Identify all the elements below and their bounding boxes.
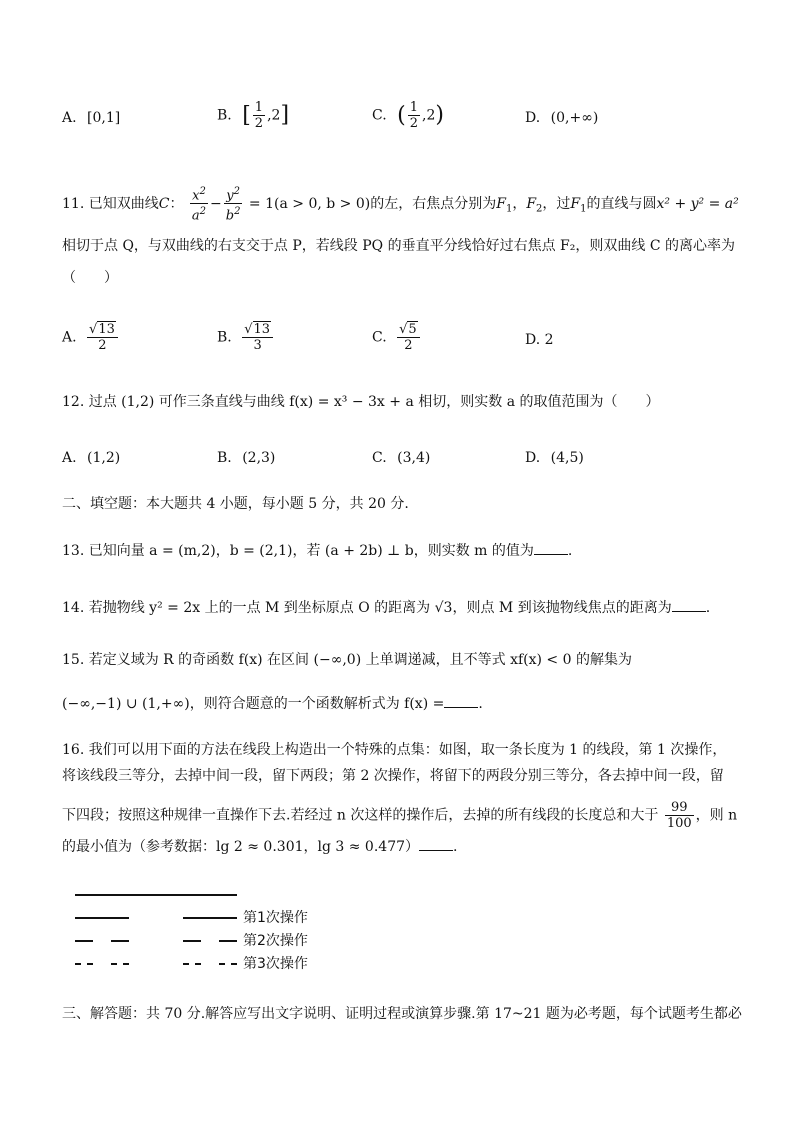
- segment-level-3: [231, 963, 237, 965]
- question-text: 的左，右焦点分别为: [370, 195, 497, 212]
- question-text: ：: [169, 195, 184, 212]
- frac-den: 100: [666, 816, 692, 831]
- fraction: $\frac{√13}{2}$: [87, 322, 118, 353]
- option-label: A.: [62, 329, 77, 346]
- q12-stem: 12. 过点 (1,2) 可作三条直线与曲线 f(x) = x³ − 3x + a 相切，则实数 a 的取值范围为（ ）: [62, 394, 660, 410]
- exponent: 2: [234, 206, 241, 218]
- option-label: A.: [62, 110, 77, 126]
- q11-line-3: （ ）: [62, 270, 118, 286]
- option-label: D.: [525, 450, 541, 466]
- subscript: 1: [505, 203, 513, 215]
- q15-line-1: 15. 若定义域为 R 的奇函数 f(x) 在区间 (−∞,0) 上单调递减，且不等式 xf(x) < 0 的解集为: [62, 652, 632, 668]
- frac-num: 1: [409, 100, 418, 115]
- frac-den: 2: [409, 116, 418, 131]
- fraction: $\frac{√13}{3}$: [242, 322, 273, 353]
- bracket-open: (: [397, 102, 406, 128]
- bracket-close: ): [435, 102, 444, 128]
- q15-line-2: [62, 693, 483, 714]
- question-text: (−∞,−1) ∪ (1,+∞)，则符合题意的一个函数解析式为 f(x) =: [62, 696, 445, 712]
- exponent: 2: [199, 206, 207, 218]
- option-label: C.: [372, 329, 387, 346]
- figure-label-step-2: 第2次操作: [243, 933, 308, 949]
- segment-level-3: [183, 963, 189, 965]
- option-label: D.: [525, 332, 541, 348]
- option-text: 2: [544, 332, 554, 348]
- fraction: [253, 100, 265, 131]
- q16-line-4: [62, 836, 457, 857]
- frac-den: 2: [404, 338, 413, 353]
- question-text: 下四段；按照这种规律一直操作下去.若经过 n 次这样的操作后，去掉的所有线段的长度总和大于: [62, 807, 659, 824]
- q12-option-a: [62, 448, 120, 468]
- answer-blank[interactable]: [419, 836, 453, 851]
- question-text: 14. 若抛物线 y² = 2x 上的一点 M 到坐标原点 O 的距离为 √3，则点 M 到该抛物线焦点的距离为: [62, 600, 672, 616]
- q10-option-b: [217, 100, 289, 131]
- q11-line-2: 相切于点 Q，与双曲线的右支交于点 P，若线段 PQ 的垂直平分线恰好过右焦点 F₂，则双曲线 C 的离心率为: [62, 238, 735, 254]
- q11-option-b: [217, 322, 275, 353]
- math-var: C: [158, 195, 170, 212]
- q11-line-1: [62, 184, 739, 224]
- exponent: 2: [233, 186, 240, 197]
- option-text: (0,+∞): [550, 110, 599, 126]
- q16-line-2: 将该线段三等分，去掉中间一段，留下两段；第 2 次操作，将留下的两段分别三等分，各去掉中间一段，留: [62, 768, 724, 784]
- section-2-heading: 二、填空题：本大题共 4 小题，每小题 5 分，共 20 分.: [62, 496, 409, 512]
- fraction: [665, 800, 694, 831]
- math-var: F: [496, 195, 506, 212]
- segment-level-3: [111, 963, 117, 965]
- q11-option-c: [372, 322, 422, 353]
- frac-num: 5: [408, 322, 417, 337]
- frac-num: 13: [253, 322, 271, 337]
- figure-label-step-3: 第3次操作: [243, 956, 308, 972]
- q12-option-b: [217, 448, 275, 468]
- bracket-close: ]: [280, 102, 290, 128]
- fraction-y: [224, 184, 243, 224]
- segment-level-2: [219, 940, 237, 942]
- option-text: (3,4): [397, 450, 431, 466]
- q16-line-3: [62, 800, 737, 831]
- option-label: B.: [217, 329, 232, 346]
- bracket-open: [: [242, 102, 251, 128]
- q10-option-d: [525, 108, 598, 128]
- option-text: [0,1]: [87, 110, 121, 126]
- question-text: ，过: [542, 195, 571, 212]
- option-label: C.: [372, 450, 387, 466]
- frac-den: 3: [253, 338, 262, 353]
- subscript: 1: [580, 203, 587, 215]
- q10-option-c: [372, 100, 444, 131]
- figure-label-step-1: 第1次操作: [243, 910, 308, 926]
- math-var: F: [526, 195, 537, 212]
- segment-level-1: [183, 917, 237, 919]
- option-text: (4,5): [550, 450, 584, 466]
- frac-den: 2: [98, 338, 107, 353]
- fraction-x: [190, 184, 208, 224]
- frac-num: 99: [665, 800, 694, 816]
- q16-line-1: 16. 我们可以用下面的方法在线段上构造出一个特殊的点集：如图，取一条长度为 1 的线段，第 1 次操作，: [62, 742, 727, 758]
- answer-blank[interactable]: [444, 693, 478, 708]
- fraction: $\frac{√5}{2}$: [397, 322, 420, 353]
- question-text: 已知双曲线: [88, 195, 159, 212]
- option-text: (1,2): [87, 450, 121, 466]
- option-label: B.: [217, 450, 232, 466]
- math-expr: = 1(a > 0, b > 0): [248, 195, 371, 212]
- question-number: 11.: [62, 195, 85, 212]
- option-rest: ,2: [267, 107, 281, 124]
- question-text: 的直线与圆: [586, 195, 657, 212]
- subscript: 2: [536, 203, 543, 215]
- math-var: F: [570, 195, 581, 212]
- question-end: .: [478, 696, 483, 712]
- answer-blank[interactable]: [534, 540, 568, 555]
- option-label: A.: [62, 450, 77, 466]
- question-text: 13. 已知向量 a = (m,2)，b = (2,1)，若 (a + 2b) ⊥ b，则实数 m 的值为: [62, 543, 534, 559]
- q12-option-c: [372, 448, 430, 468]
- segment-level-3: [195, 963, 201, 965]
- fraction: [408, 100, 420, 131]
- segment-level-3: [123, 963, 129, 965]
- segment-level-1: [75, 917, 129, 919]
- frac-num: x: [192, 188, 200, 204]
- option-text: (2,3): [242, 450, 276, 466]
- option-label: D.: [525, 110, 541, 126]
- question-end: .: [453, 839, 458, 855]
- segment-level-0: [75, 894, 237, 896]
- q10-option-a: [62, 108, 120, 128]
- frac-num: 13: [98, 322, 115, 337]
- question-text: ，: [512, 195, 527, 212]
- q12-option-d: [525, 448, 584, 468]
- q14-stem: [62, 597, 710, 618]
- question-end: .: [705, 600, 711, 616]
- option-label: C.: [372, 107, 387, 124]
- math-op: −: [210, 195, 222, 212]
- frac-den: 2: [254, 116, 264, 131]
- exponent: 2: [199, 186, 206, 197]
- math-expr: x² + y² = a²: [656, 195, 739, 212]
- q11-option-a: [62, 322, 120, 353]
- frac-den: a: [191, 208, 200, 224]
- segment-level-3: [219, 963, 225, 965]
- segment-level-2: [183, 940, 201, 942]
- segment-level-3: [75, 963, 81, 965]
- section-3-heading: 三、解答题：共 70 分.解答应写出文字说明、证明过程或演算步骤.第 17~21 题为必考题，每个试题考生都必: [62, 1006, 742, 1022]
- frac-num: y: [226, 188, 234, 204]
- answer-blank[interactable]: [672, 597, 706, 612]
- question-end: .: [567, 543, 573, 559]
- option-rest: ,2: [422, 107, 436, 124]
- frac-num: 1: [254, 100, 264, 115]
- segment-level-3: [87, 963, 93, 965]
- question-text: 的最小值为（参考数据：lg 2 ≈ 0.301，lg 3 ≈ 0.477）: [62, 839, 420, 855]
- q11-option-d: [525, 330, 554, 350]
- frac-den: b: [225, 208, 235, 224]
- question-text: ，则 n: [695, 807, 738, 824]
- option-label: B.: [217, 107, 232, 124]
- q13-stem: [62, 540, 572, 561]
- segment-level-2: [111, 940, 129, 942]
- segment-level-2: [75, 940, 93, 942]
